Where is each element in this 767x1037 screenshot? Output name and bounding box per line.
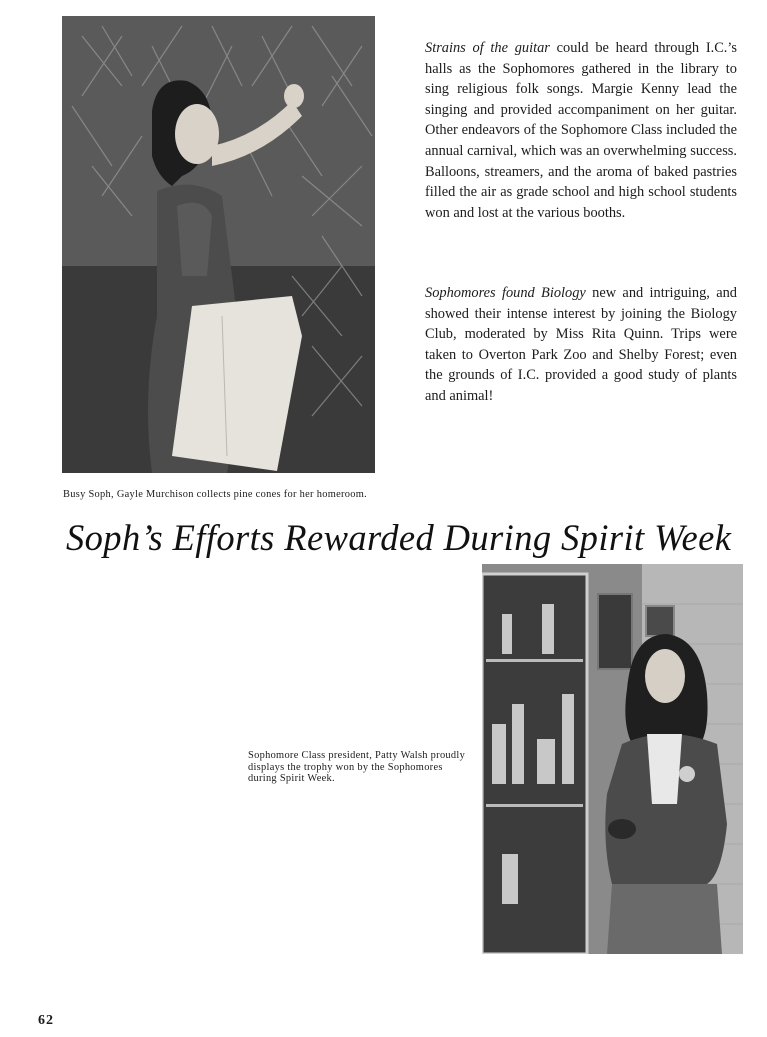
article-paragraph-biology-body: new and intriguing, and showed their intense interest by joining the Biology Club, moderated by Miss Rita Quinn. Trips were taken to Overton Park Zoo and Shelby Forest; even the grounds of I.C. provided a good study of plants and animal!: [425, 285, 737, 404]
page-number: 62: [38, 1013, 54, 1028]
photo-trophy: [482, 564, 743, 954]
article-paragraph-guitar: [425, 38, 737, 223]
caption-pine-cones: Busy Soph, Gayle Murchison collects pine cones for her homeroom.: [63, 489, 368, 500]
photo-trophy-image: [482, 564, 743, 954]
article-paragraph-guitar-lead: Strains of the guitar: [425, 40, 550, 56]
article-paragraph-biology-lead: Sophomores found Biology: [425, 285, 586, 301]
photo-pine-cones: [62, 16, 375, 473]
article-paragraph-guitar-body: could be heard through I.C.’s halls as the Sophomores gathered in the library to sing religious folk songs. Margie Kenny lead the singing and provided accompaniment on her guitar. Other endeavors of the Sophomore Class included the annual carnival, which was an overwhelming success. Balloons, streamers, and the aroma of baked pastries filled the air as grade school and high school students won and lost at the various booths.: [425, 40, 737, 221]
article-paragraph-biology: [425, 283, 737, 407]
photo-pine-cones-image: [62, 16, 375, 473]
caption-trophy: Sophomore Class president, Patty Walsh proudly displays the trophy won by the Sophomores during Spirit Week.: [248, 750, 466, 784]
page-headline: Soph’s Efforts Rewarded During Spirit Week: [66, 517, 732, 558]
